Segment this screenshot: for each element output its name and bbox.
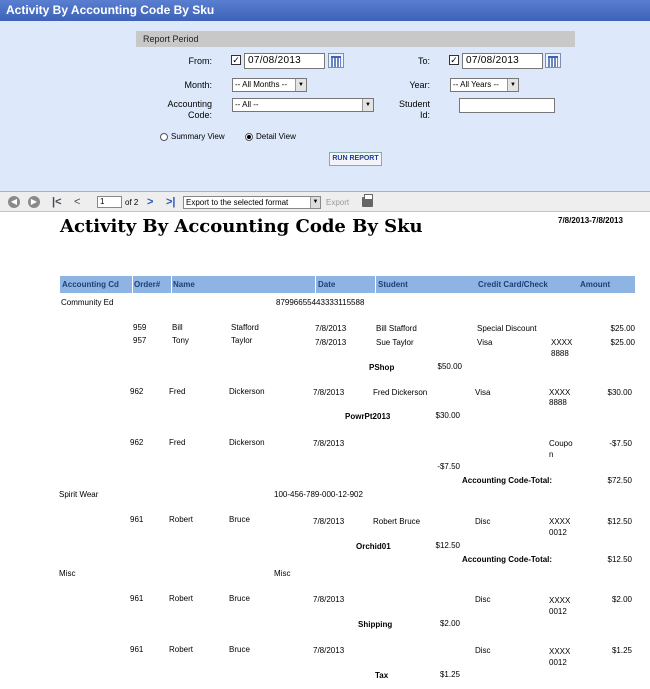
year-select[interactable] [450, 78, 519, 92]
last-name: Taylor [231, 336, 253, 345]
column-header: Order# [134, 280, 161, 289]
card-number-suffix: 0012 [549, 607, 567, 616]
order-number: 962 [130, 387, 144, 396]
back-icon[interactable]: ◀ [8, 196, 20, 208]
column-header: Amount [580, 280, 611, 289]
order-date: 7/8/2013 [313, 388, 345, 397]
sku-name: Shipping [358, 620, 393, 629]
order-date: 7/8/2013 [313, 439, 345, 448]
sku-name: Orchid01 [356, 542, 391, 551]
last-name: Bruce [229, 515, 250, 524]
column-header-row [60, 276, 635, 293]
accounting-code-total-label: Accounting Code-Total: [462, 555, 553, 564]
report-period-header: Report Period [136, 31, 575, 47]
accounting-code-total: $72.50 [607, 476, 632, 485]
detail-view-radio[interactable] [245, 133, 253, 141]
chevron-down-icon: ▼ [507, 79, 518, 91]
month-select-value: -- All Months -- [235, 80, 288, 89]
page-count: of 2 [125, 198, 139, 207]
last-name: Bruce [229, 594, 250, 603]
amount: $30.00 [607, 388, 632, 397]
order-date: 7/8/2013 [315, 338, 347, 347]
order-date: 7/8/2013 [313, 646, 345, 655]
chevron-down-icon: ▼ [362, 99, 373, 111]
accounting-code: Spirit Wear [59, 490, 99, 499]
payment-type: Visa [477, 338, 493, 347]
payment-type: Special Discount [477, 324, 537, 333]
to-calendar-icon[interactable] [545, 53, 561, 68]
card-number-suffix: 0012 [549, 528, 567, 537]
export-format-value: Export to the selected format [186, 198, 289, 207]
accounting-code-total-label: Accounting Code-Total: [462, 476, 553, 485]
order-number: 961 [130, 645, 144, 654]
account-number: Misc [274, 569, 291, 578]
first-name: Tony [172, 336, 189, 345]
amount: $25.00 [610, 324, 635, 333]
order-date: 7/8/2013 [313, 595, 345, 604]
column-header: Accounting Cd [62, 280, 119, 289]
first-name: Robert [169, 645, 194, 654]
last-page-icon[interactable]: >| [166, 196, 176, 208]
order-number: 961 [130, 594, 144, 603]
first-name: Bill [172, 323, 183, 332]
sku-total: $2.00 [439, 619, 460, 628]
summary-view-radio[interactable] [160, 133, 168, 141]
next-page-icon[interactable]: > [147, 196, 154, 208]
card-number-suffix: 8888 [549, 398, 567, 407]
order-number: 961 [130, 515, 144, 524]
from-label: From: [188, 56, 212, 66]
payment-type: Visa [475, 388, 491, 397]
from-checkbox[interactable]: ✓ [232, 55, 240, 65]
to-label: To: [417, 56, 430, 66]
report-body [0, 212, 650, 689]
report-date-range: 7/8/2013-7/8/2013 [558, 216, 623, 225]
sku-total: $30.00 [435, 411, 460, 420]
card-number: XXXX [549, 517, 571, 526]
last-name: Dickerson [229, 387, 265, 396]
sku-name: Tax [375, 671, 389, 680]
card-number: Coupo [549, 439, 573, 448]
detail-view-label: Detail View [256, 132, 296, 141]
student-id-input[interactable] [459, 98, 555, 113]
student-name: Fred Dickerson [373, 388, 428, 397]
amount: $2.00 [611, 595, 632, 604]
accounting-code-label: Accounting Code: [167, 99, 212, 120]
first-page-icon[interactable]: |< [52, 196, 62, 208]
payment-type: Disc [475, 646, 491, 655]
sku-name: PowrPt2013 [345, 412, 391, 421]
student-name: Bill Stafford [376, 324, 417, 333]
order-number: 959 [133, 323, 147, 332]
export-format-select[interactable] [183, 196, 321, 209]
printer-icon[interactable] [362, 197, 373, 207]
order-date: 7/8/2013 [313, 517, 345, 526]
account-number: 87996655443333115588 [276, 298, 365, 307]
summary-view-label: Summary View [171, 132, 225, 141]
sku-total: $1.25 [439, 670, 460, 679]
amount: $25.00 [610, 338, 635, 347]
student-name: Sue Taylor [376, 338, 414, 347]
first-name: Fred [169, 387, 186, 396]
report-toolbar [0, 192, 650, 212]
report-title: Activity By Accounting Code By Sku [60, 216, 423, 237]
to-date-input[interactable]: 07/08/2013 [462, 53, 543, 69]
sku-total: -$7.50 [437, 462, 460, 471]
last-name: Stafford [231, 323, 259, 332]
card-number: XXXX [549, 647, 571, 656]
column-header: Date [318, 280, 336, 289]
student-name: Robert Bruce [373, 517, 421, 526]
month-select[interactable] [232, 78, 307, 92]
window-title: Activity By Accounting Code By Sku [0, 0, 650, 21]
accounting-code-total: $12.50 [607, 555, 632, 564]
to-checkbox[interactable]: ✓ [450, 55, 458, 65]
from-calendar-icon[interactable] [328, 53, 344, 68]
month-label: Month: [184, 80, 212, 90]
page-number-input[interactable]: 1 [97, 196, 122, 208]
column-header: Student [378, 280, 408, 289]
last-name: Dickerson [229, 438, 265, 447]
forward-icon[interactable]: ▶ [28, 196, 40, 208]
student-id-label: Student Id: [398, 99, 430, 120]
order-date: 7/8/2013 [315, 324, 347, 333]
accounting-code: Community Ed [61, 298, 114, 307]
first-name: Robert [169, 515, 194, 524]
run-report-button[interactable]: RUN REPORT [329, 152, 382, 166]
card-number: XXXX [549, 388, 571, 397]
export-button[interactable]: Export [326, 198, 350, 207]
card-number-suffix: 8888 [551, 349, 569, 358]
year-label: Year: [409, 80, 430, 90]
card-number-suffix: 0012 [549, 658, 567, 667]
from-date-input[interactable]: 07/08/2013 [244, 53, 325, 69]
first-name: Robert [169, 594, 194, 603]
accounting-code: Misc [59, 569, 76, 578]
account-number: 100-456-789-000-12-902 [274, 490, 363, 499]
amount: $1.25 [611, 646, 632, 655]
payment-type: Disc [475, 517, 491, 526]
chevron-down-icon: ▼ [295, 79, 306, 91]
card-number: XXXX [549, 596, 571, 605]
accounting-code-select-value: -- All -- [235, 100, 259, 109]
order-number: 957 [133, 336, 147, 345]
first-name: Fred [169, 438, 186, 447]
sku-total: $50.00 [437, 362, 462, 371]
last-name: Bruce [229, 645, 250, 654]
sku-total: $12.50 [435, 541, 460, 550]
sku-name: PShop [369, 363, 395, 372]
column-header: Credit Card/Check [478, 280, 548, 289]
order-number: 962 [130, 438, 144, 447]
column-header: Name [173, 280, 195, 289]
card-number-suffix: n [549, 450, 554, 459]
payment-type: Disc [475, 595, 491, 604]
previous-page-icon[interactable]: < [74, 196, 81, 208]
year-select-value: -- All Years -- [453, 80, 499, 89]
amount: $12.50 [607, 517, 632, 526]
card-number: XXXX [551, 338, 573, 347]
accounting-code-select[interactable] [232, 98, 374, 112]
report-parameters-panel [0, 21, 650, 192]
chevron-down-icon: ▼ [310, 197, 320, 208]
amount: -$7.50 [609, 439, 632, 448]
